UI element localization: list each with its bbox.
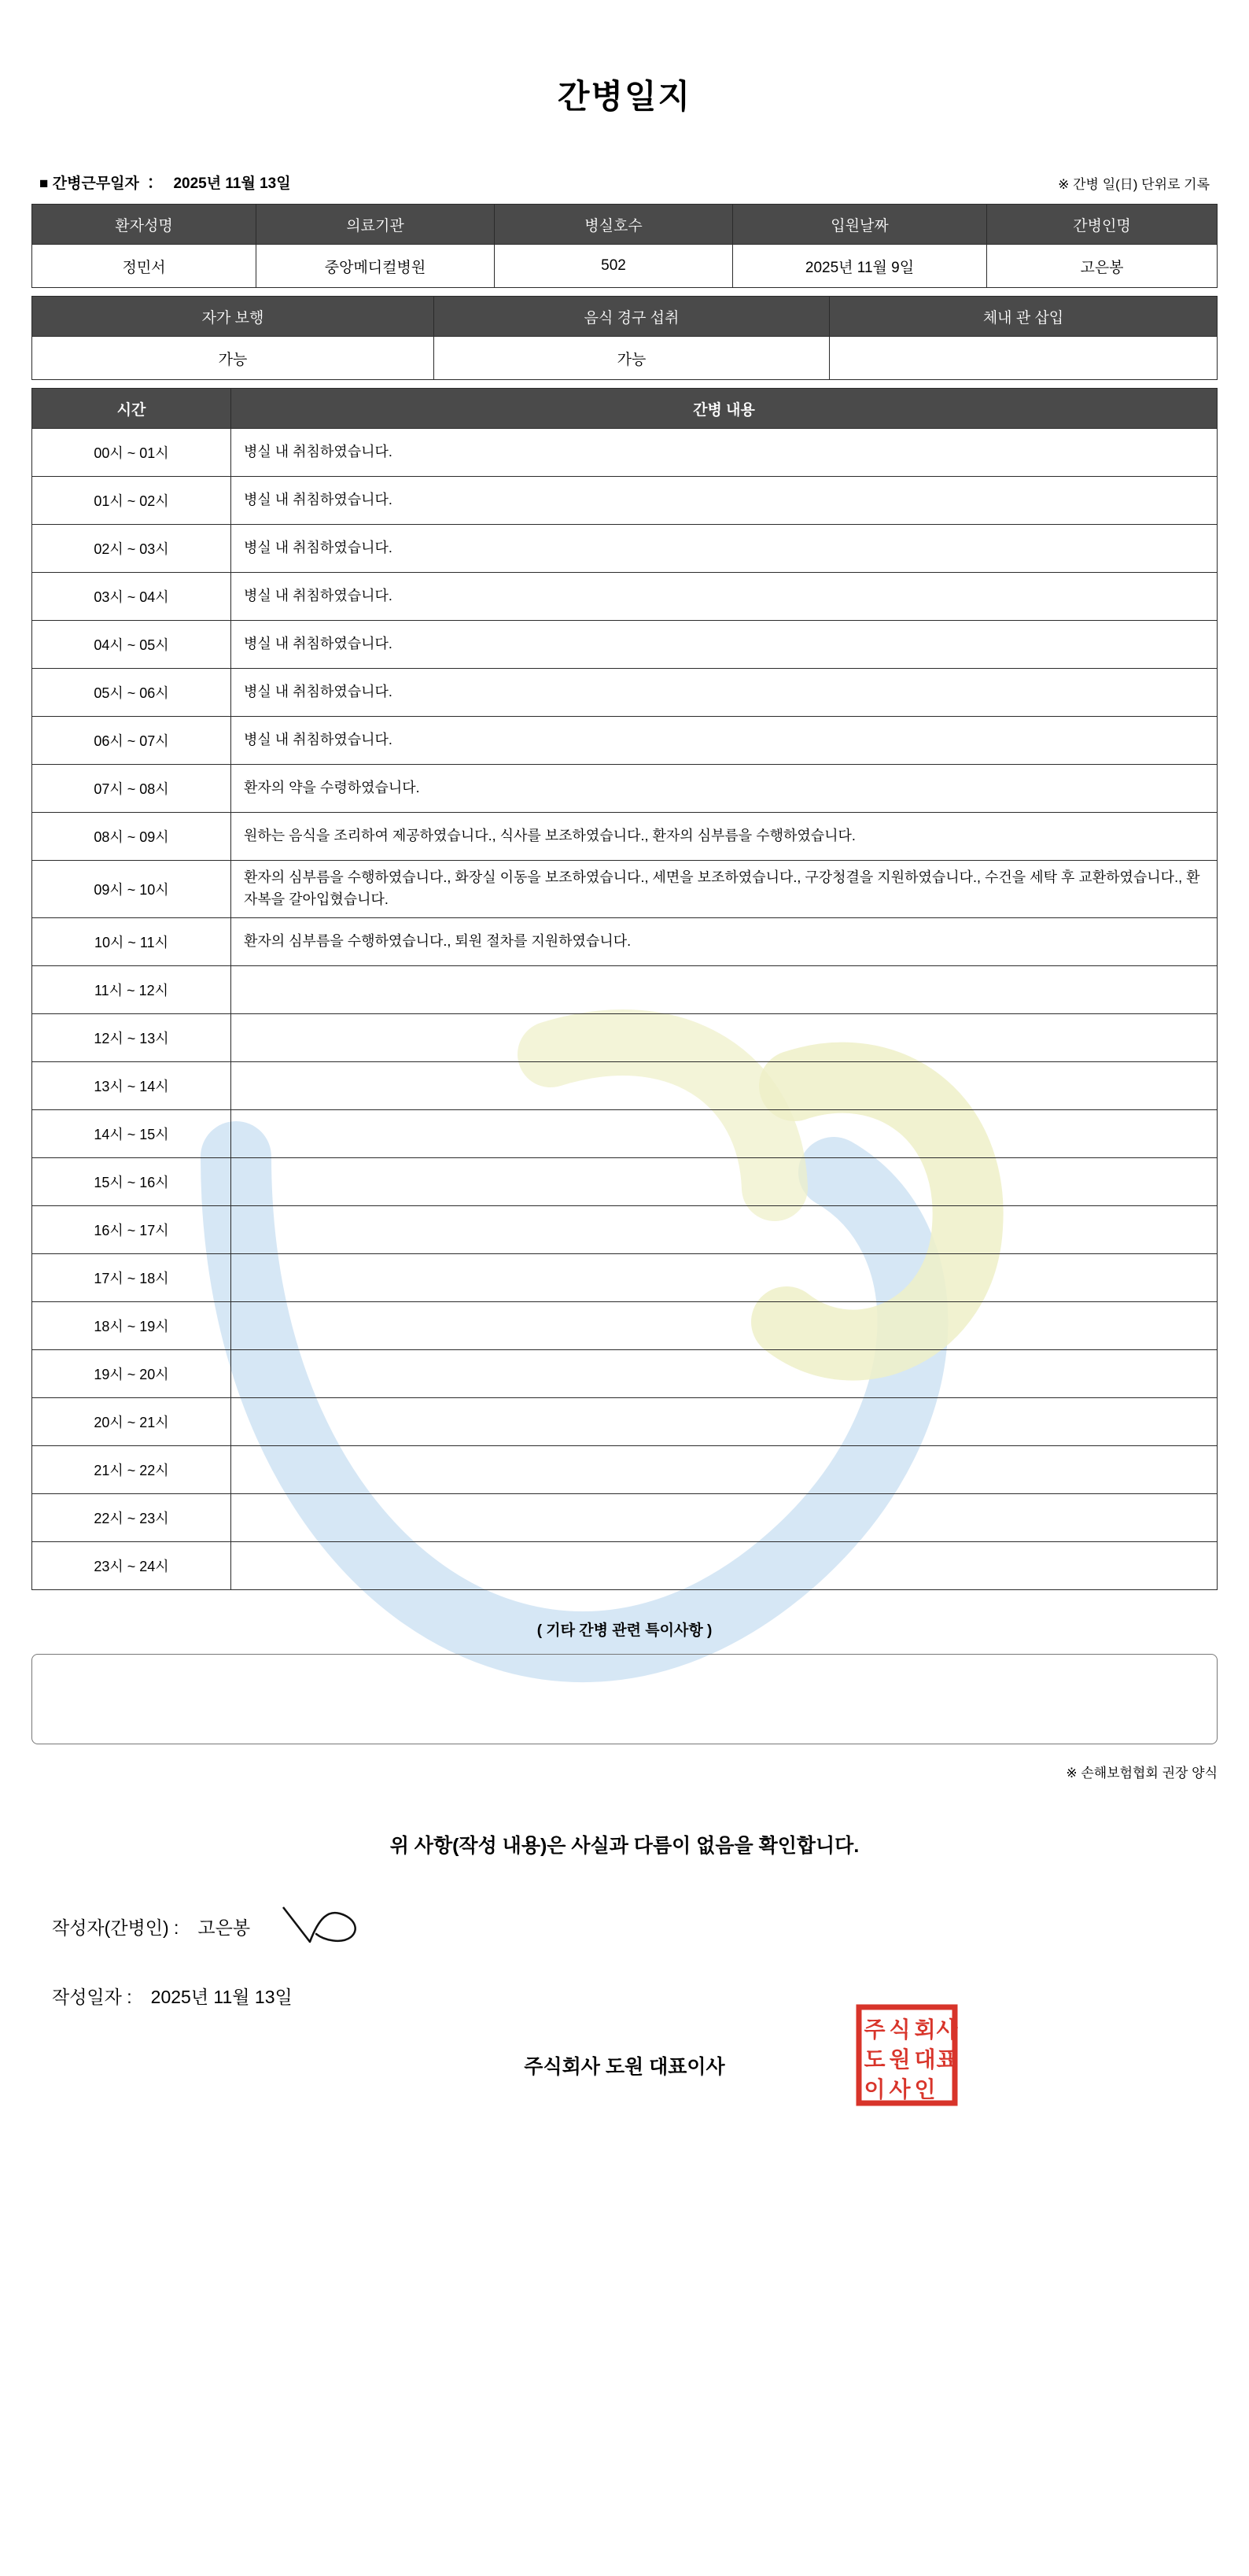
log-note-cell[interactable] (231, 1109, 1218, 1157)
writer-line (52, 1902, 1218, 1951)
log-note-cell[interactable] (231, 965, 1218, 1013)
remark-input[interactable] (31, 1654, 1218, 1744)
table-row (32, 717, 1218, 765)
log-note-cell[interactable] (231, 1157, 1218, 1205)
write-date-line (52, 1983, 1218, 2009)
svg-text:이: 이 (864, 2076, 886, 2102)
log-note-cell[interactable] (231, 1205, 1218, 1253)
log-time-cell: 09시 ~ 10시 (32, 861, 231, 918)
log-note-cell[interactable]: 병실 내 취침하였습니다. (231, 525, 1218, 573)
svg-text:도: 도 (864, 2046, 886, 2072)
col-header-admission-date: 입원날짜 (733, 205, 987, 245)
log-time-cell: 01시 ~ 02시 (32, 477, 231, 525)
svg-text:회: 회 (914, 2016, 936, 2043)
log-note-cell[interactable]: 환자의 심부름을 수행하였습니다., 화장실 이동을 보조하였습니다., 세면을 보조하였습니다., 구강청결을 지원하였습니다., 수건을 세탁 후 교환하였습니다., 환자복을 갈아입혔습니다. (231, 861, 1218, 918)
col-header-oral-intake: 음식 경구 섭취 (434, 297, 830, 337)
table-row (32, 1541, 1218, 1589)
table-row (32, 861, 1218, 918)
table-row (32, 205, 1218, 245)
association-note: ※ 손해보험협회 권장 양식 (1066, 1765, 1218, 1781)
table-row (32, 245, 1218, 288)
log-time-cell: 07시 ~ 08시 (32, 765, 231, 813)
signature-block (31, 1902, 1218, 2009)
write-date-label: 작성일자 : (52, 1986, 132, 2007)
col-header-room: 병실호수 (495, 205, 733, 245)
value-tube-insert (830, 337, 1218, 380)
table-row (32, 1061, 1218, 1109)
log-note-cell[interactable]: 환자의 심부름을 수행하였습니다., 퇴원 절차를 지원하였습니다. (231, 917, 1218, 965)
log-note-cell[interactable]: 병실 내 취침하였습니다. (231, 717, 1218, 765)
log-time-cell: 03시 ~ 04시 (32, 573, 231, 621)
write-date-value: 2025년 11월 13일 (150, 1986, 293, 2007)
svg-text:대: 대 (914, 2046, 936, 2072)
unit-note: ※ 간병 일(日) 단위로 기록 (1058, 177, 1210, 192)
log-time-cell: 06시 ~ 07시 (32, 717, 231, 765)
work-date-label: ■ 간병근무일자 ： (39, 175, 159, 192)
table-row (32, 429, 1218, 477)
log-time-cell: 18시 ~ 19시 (32, 1301, 231, 1349)
table-row (32, 1013, 1218, 1061)
svg-text:주: 주 (864, 2016, 886, 2043)
table-row (32, 1301, 1218, 1349)
hourly-log-table (31, 388, 1218, 1590)
table-row (32, 917, 1218, 965)
table-row (32, 765, 1218, 813)
log-note-cell[interactable] (231, 1301, 1218, 1349)
writer-label: 작성자(간병인) : (52, 1917, 179, 1939)
log-time-cell: 19시 ~ 20시 (32, 1349, 231, 1397)
svg-text:식: 식 (889, 2016, 911, 2043)
log-time-cell: 15시 ~ 16시 (32, 1157, 231, 1205)
log-time-cell: 21시 ~ 22시 (32, 1445, 231, 1493)
table-row (32, 337, 1218, 380)
log-note-cell[interactable] (231, 1349, 1218, 1397)
company-name: 주식회사 도원 대표이사 (524, 2055, 725, 2078)
value-self-walk: 가능 (32, 337, 434, 380)
svg-text:표: 표 (936, 2046, 958, 2072)
work-date (39, 172, 291, 193)
hourly-log-body (32, 429, 1218, 1590)
svg-text:인: 인 (914, 2076, 936, 2102)
value-room: 502 (495, 245, 733, 288)
col-header-care-detail: 간병 내용 (231, 389, 1218, 429)
log-note-cell[interactable]: 병실 내 취침하였습니다. (231, 429, 1218, 477)
patient-info-table (31, 204, 1218, 288)
svg-text:원: 원 (889, 2046, 911, 2072)
log-time-cell: 05시 ~ 06시 (32, 669, 231, 717)
log-time-cell: 00시 ~ 01시 (32, 429, 231, 477)
table-row (32, 297, 1218, 337)
log-time-cell: 20시 ~ 21시 (32, 1397, 231, 1445)
col-header-caregiver: 간병인명 (987, 205, 1218, 245)
value-oral-intake: 가능 (434, 337, 830, 380)
table-row (32, 1349, 1218, 1397)
col-header-tube-insert: 체내 관 삽입 (830, 297, 1218, 337)
log-note-cell[interactable] (231, 1445, 1218, 1493)
log-time-cell: 14시 ~ 15시 (32, 1109, 231, 1157)
log-note-cell[interactable] (231, 1061, 1218, 1109)
log-note-cell[interactable] (231, 1493, 1218, 1541)
value-hospital: 중앙메디컬병원 (256, 245, 495, 288)
confirmation-text: 위 사항(작성 내용)은 사실과 다름이 없음을 확인합니다. (389, 1834, 860, 1857)
log-time-cell: 11시 ~ 12시 (32, 965, 231, 1013)
log-note-cell[interactable] (231, 1253, 1218, 1301)
value-patient-name: 정민서 (32, 245, 256, 288)
table-row (32, 525, 1218, 573)
table-row (32, 1397, 1218, 1445)
log-note-cell[interactable]: 환자의 약을 수령하였습니다. (231, 765, 1218, 813)
page-title: 간병일지 (557, 78, 692, 115)
log-time-cell: 04시 ~ 05시 (32, 621, 231, 669)
table-row (32, 1493, 1218, 1541)
table-row (32, 965, 1218, 1013)
company-line (31, 2016, 1218, 2102)
log-time-cell: 22시 ~ 23시 (32, 1493, 231, 1541)
log-note-cell[interactable]: 병실 내 취침하였습니다. (231, 477, 1218, 525)
log-time-cell: 02시 ~ 03시 (32, 525, 231, 573)
writer-value: 고은봉 (197, 1917, 251, 1939)
log-time-cell: 16시 ~ 17시 (32, 1205, 231, 1253)
col-header-hospital: 의료기관 (256, 205, 495, 245)
table-row (32, 621, 1218, 669)
table-header-row (32, 389, 1218, 429)
log-time-cell: 17시 ~ 18시 (32, 1253, 231, 1301)
company-stamp-icon (856, 2004, 958, 2112)
table-row (32, 1205, 1218, 1253)
log-note-cell[interactable]: 병실 내 취침하였습니다. (231, 621, 1218, 669)
remark-title: ( 기타 간병 관련 특이사항 ) (536, 1622, 713, 1639)
svg-text:사: 사 (936, 2016, 958, 2043)
table-row (32, 813, 1218, 861)
log-time-cell: 23시 ~ 24시 (32, 1541, 231, 1589)
value-caregiver: 고은봉 (987, 245, 1218, 288)
log-note-cell[interactable]: 원하는 음식을 조리하여 제공하였습니다., 식사를 보조하였습니다., 환자의 심부름을 수행하였습니다. (231, 813, 1218, 861)
log-note-cell[interactable] (231, 1541, 1218, 1589)
handwritten-signature-icon (278, 1902, 373, 1951)
col-header-self-walk: 자가 보행 (32, 297, 434, 337)
table-row (32, 477, 1218, 525)
log-note-cell[interactable] (231, 1397, 1218, 1445)
table-row (32, 573, 1218, 621)
log-note-cell[interactable]: 병실 내 취침하였습니다. (231, 573, 1218, 621)
table-row (32, 1445, 1218, 1493)
log-time-cell: 12시 ~ 13시 (32, 1013, 231, 1061)
table-row (32, 1157, 1218, 1205)
work-date-value: 2025년 11월 13일 (173, 175, 291, 192)
care-log-document (0, 71, 1249, 2576)
table-row (32, 669, 1218, 717)
log-note-cell[interactable] (231, 1013, 1218, 1061)
meta-row (31, 172, 1218, 193)
col-header-patient-name: 환자성명 (32, 205, 256, 245)
value-admission-date: 2025년 11월 9일 (733, 245, 987, 288)
log-time-cell: 08시 ~ 09시 (32, 813, 231, 861)
care-condition-table (31, 296, 1218, 380)
col-header-time: 시간 (32, 389, 231, 429)
svg-text:사: 사 (889, 2076, 911, 2102)
table-row (32, 1109, 1218, 1157)
table-row (32, 1253, 1218, 1301)
log-time-cell: 10시 ~ 11시 (32, 917, 231, 965)
log-time-cell: 13시 ~ 14시 (32, 1061, 231, 1109)
log-note-cell[interactable]: 병실 내 취침하였습니다. (231, 669, 1218, 717)
